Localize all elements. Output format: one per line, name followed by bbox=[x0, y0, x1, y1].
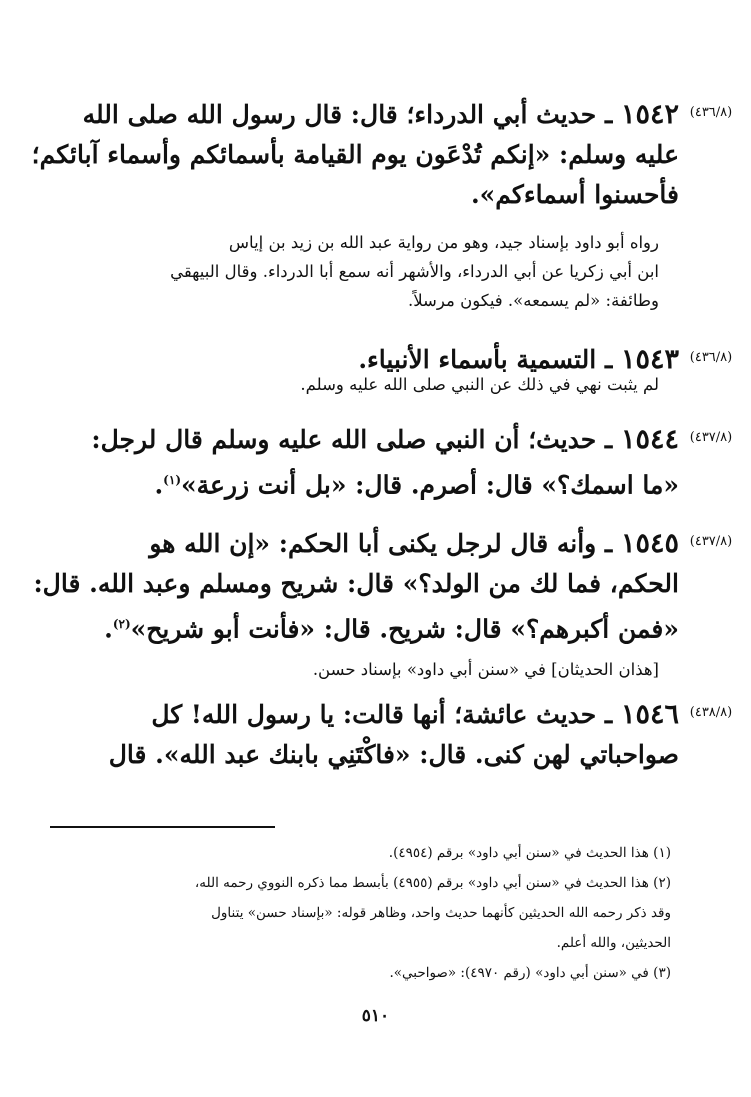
entry-number: ١٥٤٣ bbox=[620, 344, 679, 375]
footnote-2-cont: الحديثين، والله أعلم. bbox=[556, 935, 671, 951]
hadith-entry-1542 bbox=[31, 95, 733, 215]
entry-number: ١٥٤٥ bbox=[620, 528, 679, 559]
volume-page-ref: (٤٣٧/٨) bbox=[689, 534, 733, 549]
commentary-1543: لم يثبت نهي في ذلك عن النبي صلى الله عليه وسلم. bbox=[300, 375, 659, 394]
entry-heading-line: ١٥٤٢ ـ حديث أبي الدرداء؛ قال: قال رسول الله صلى الله bbox=[82, 99, 679, 130]
footnote-2-cont: وقد ذكر رحمه الله الحديثين كأنهما حديث واحد، وظاهر قوله: «بإسناد حسن» يتناول bbox=[211, 905, 671, 921]
hadith-entry-1546 bbox=[40, 695, 733, 775]
commentary-1542: رواه أبو داود بإسناد جيد، وهو من رواية عبد الله بن زيد بن إياس ابن أبي زكريا عن أبي الدرداء، والأشهر أنه سمع أبا الدرداء. وقال البيهقي وطائفة: «لم يسمعه». فيكون مرسلاً. bbox=[170, 233, 659, 310]
hadith-entry-1544 bbox=[40, 420, 733, 505]
footnote-divider bbox=[50, 826, 275, 828]
commentary-1545: [هذان الحديثان] في «سنن أبي داود» بإسناد حسن. bbox=[312, 660, 659, 679]
entry-text-line: «فمن أكبرهم؟» قال: شريح. قال: «فأنت أبو شريح»$^{(٢)}$. bbox=[104, 614, 679, 644]
volume-page-ref: (٤٣٨/٨) bbox=[689, 705, 733, 720]
footnote-marker[interactable]: (٢) bbox=[112, 617, 131, 631]
entry-heading-line: ١٥٤٣ ـ التسمية بأسماء الأنبياء. bbox=[358, 344, 679, 375]
footnote-2: (٢) هذا الحديث في «سنن أبي داود» برقم (٤٩٥٥) بأبسط مما ذكره النووي رحمه الله، bbox=[194, 875, 671, 891]
entry-number: ١٥٤٦ bbox=[620, 699, 679, 730]
entry-text-line: «ما اسمك؟» قال: أصرم. قال: «بل أنت زرعة»$^{(١)}$. bbox=[154, 470, 679, 500]
footnote-1: (١) هذا الحديث في «سنن أبي داود» برقم (٤٩٥٤). bbox=[388, 845, 671, 861]
entry-text-line: عليه وسلم: «إنكم تُدْعَون يوم القيامة بأسمائكم وأسماء آبائكم؛ bbox=[31, 140, 679, 169]
volume-page-ref: (٤٣٧/٨) bbox=[689, 430, 733, 445]
hadith-entry-1545 bbox=[33, 524, 733, 649]
entry-heading-line: ١٥٤٥ ـ وأنه قال لرجل يكنى أبا الحكم: «إن الله هو bbox=[149, 528, 679, 559]
footnotes bbox=[50, 838, 671, 988]
volume-page-ref: (٤٣٦/٨) bbox=[689, 105, 733, 120]
entry-text-line: صواحباتي لهن كنى. قال: «فاكْتَنِي بابنك عبد الله». قال bbox=[108, 740, 679, 769]
entry-heading-line: ١٥٤٦ ـ حديث عائشة؛ أنها قالت: يا رسول الله! كل bbox=[151, 699, 679, 730]
entry-heading-line: ١٥٤٤ ـ حديث؛ أن النبي صلى الله عليه وسلم قال لرجل: bbox=[91, 424, 679, 455]
entry-number: ١٥٤٢ bbox=[620, 99, 679, 130]
entry-text-line: الحكم، فما لك من الولد؟» قال: شريح ومسلم وعبد الله. قال: bbox=[33, 569, 679, 598]
page-number: ٥١٠ bbox=[361, 1006, 390, 1026]
entry-text-line: فأحسنوا أسماءكم». bbox=[470, 180, 679, 209]
footnote-3: (٣) في «سنن أبي داود» (رقم ٤٩٧٠): «صواحبي». bbox=[389, 965, 671, 981]
volume-page-ref: (٤٣٦/٨) bbox=[689, 350, 733, 365]
footnote-marker[interactable]: (١) bbox=[163, 473, 181, 487]
entry-number: ١٥٤٤ bbox=[620, 424, 679, 455]
